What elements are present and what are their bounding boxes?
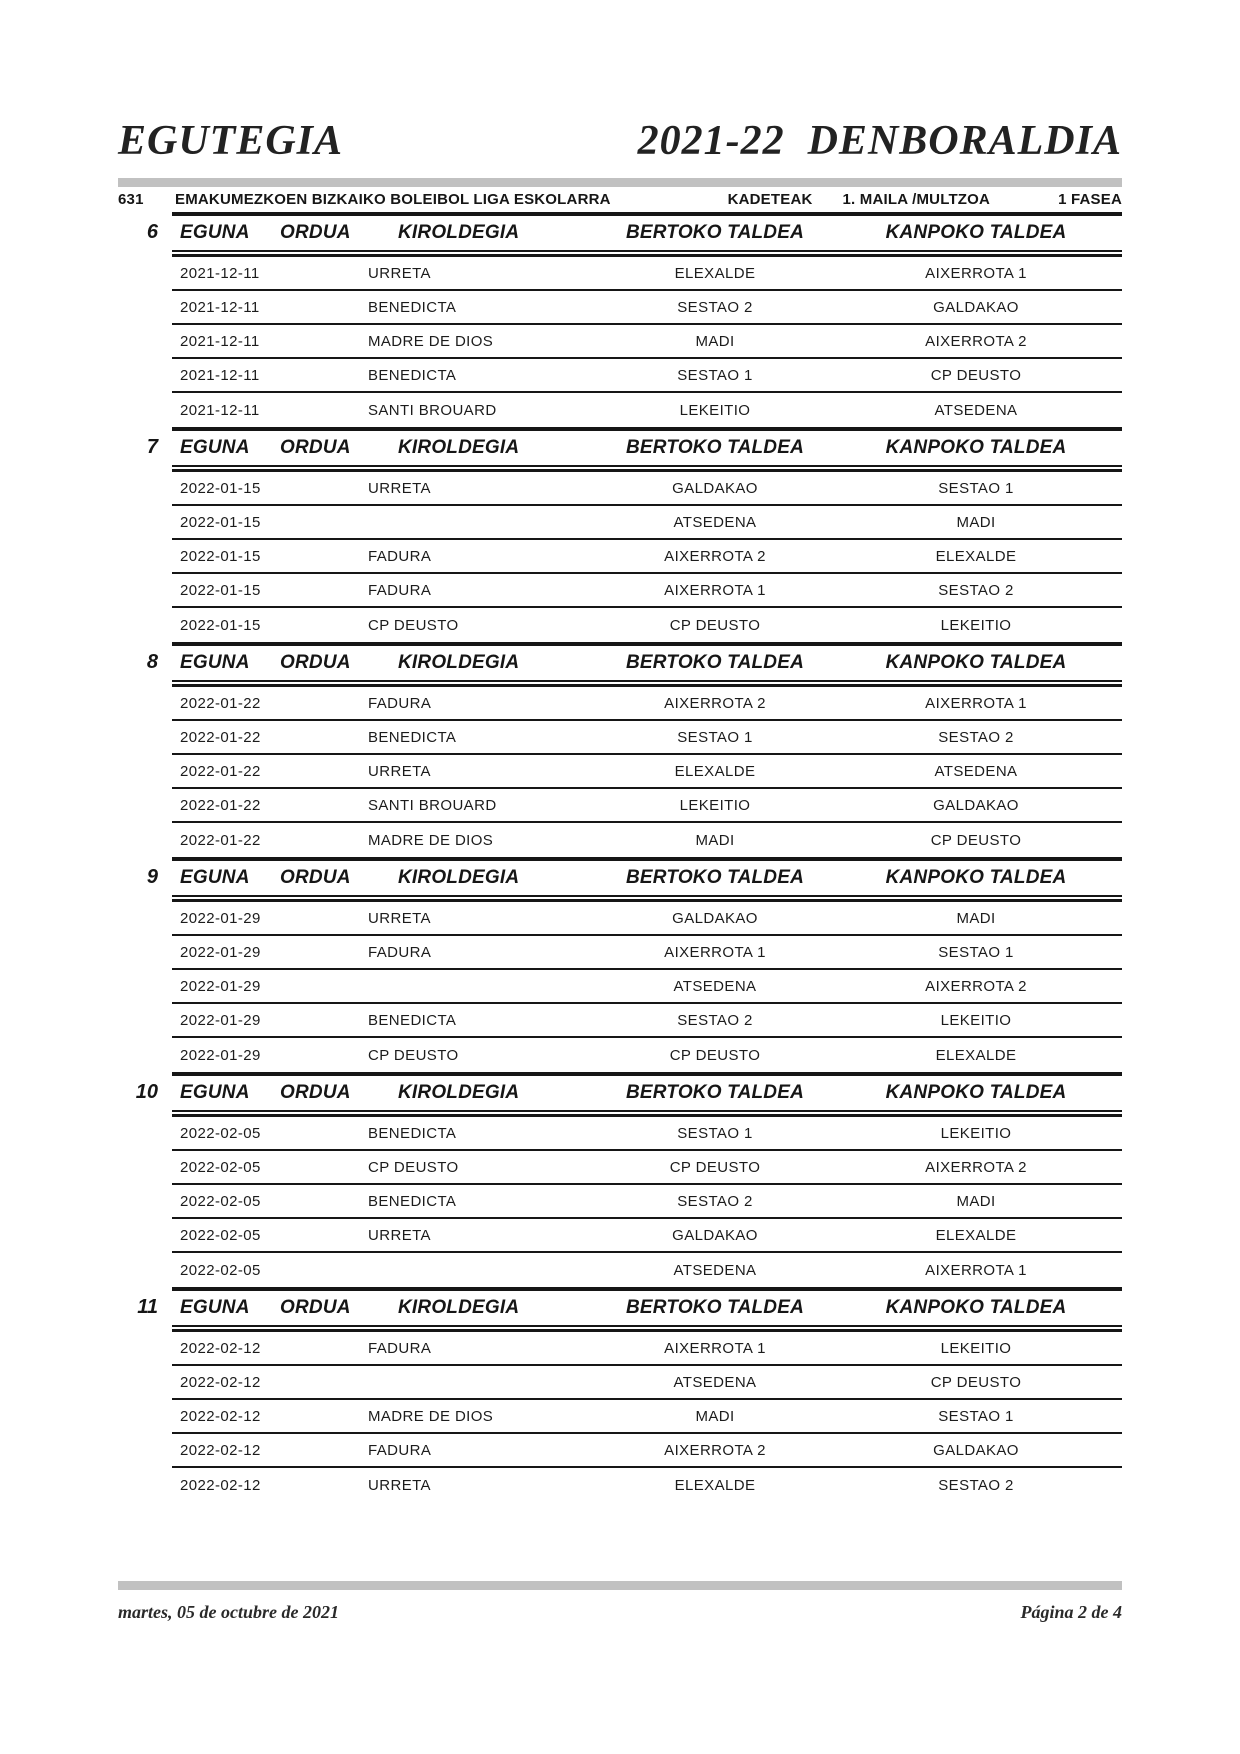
match-away-team: AIXERROTA 1	[925, 694, 1027, 712]
round-number: 6	[146, 221, 158, 243]
match-venue: MADRE DE DIOS	[368, 831, 494, 849]
round-number: 10	[135, 1081, 158, 1103]
round-number: 11	[137, 1296, 158, 1318]
match-away-team: CP DEUSTO	[930, 366, 1022, 384]
match-row	[172, 1434, 1122, 1468]
round-section	[118, 1287, 1122, 1502]
match-away-team: LEKEITIO	[940, 1339, 1012, 1357]
match-home-team: SESTAO 2	[677, 1192, 753, 1210]
match-home-team: SESTAO 2	[677, 1011, 753, 1029]
column-header-kiroldegia: KIROLDEGIA	[398, 1082, 520, 1103]
column-header-kiroldegia: KIROLDEGIA	[398, 222, 520, 243]
match-away-team: SESTAO 2	[938, 728, 1014, 746]
match-date: 2022-02-12	[180, 1476, 261, 1494]
match-row	[172, 1400, 1122, 1434]
round-section	[118, 427, 1122, 642]
match-home-team: AIXERROTA 1	[664, 943, 766, 961]
column-header-kanpoko: KANPOKO TALDEA	[885, 1297, 1067, 1318]
round-section	[118, 1072, 1122, 1287]
match-row	[172, 257, 1122, 291]
column-header-eguna: EGUNA	[180, 1297, 250, 1318]
match-row	[172, 1219, 1122, 1253]
match-venue: FADURA	[368, 694, 432, 712]
match-venue: URRETA	[368, 264, 431, 282]
match-venue: FADURA	[368, 1339, 432, 1357]
match-away-team: LEKEITIO	[940, 1124, 1012, 1142]
column-header-bertoko: BERTOKO TALDEA	[625, 1297, 805, 1318]
match-home-team: AIXERROTA 1	[664, 581, 766, 599]
match-row	[172, 291, 1122, 325]
footer	[118, 1602, 1122, 1623]
match-rows	[172, 902, 1122, 1072]
match-venue: CP DEUSTO	[368, 616, 459, 634]
table-header-row	[172, 1287, 1122, 1325]
match-rows	[172, 1117, 1122, 1287]
match-away-team: ELEXALDE	[935, 1226, 1017, 1244]
match-venue: CP DEUSTO	[368, 1046, 459, 1064]
print-date: martes, 05 de octubre de 2021	[118, 1602, 339, 1622]
column-header-eguna: EGUNA	[180, 1082, 250, 1103]
match-away-team: LEKEITIO	[940, 1011, 1012, 1029]
column-header-ordua: ORDUA	[280, 1082, 351, 1103]
group-label: 1. MAILA /MULTZOA	[842, 191, 991, 208]
match-venue: URRETA	[368, 479, 431, 497]
match-home-team: AIXERROTA 2	[664, 1441, 766, 1459]
match-date: 2022-01-29	[180, 1046, 261, 1064]
header-double-rule	[172, 250, 1122, 257]
match-away-team: MADI	[956, 1192, 996, 1210]
match-venue: BENEDICTA	[368, 298, 457, 316]
match-row	[172, 902, 1122, 936]
match-home-team: LEKEITIO	[679, 796, 751, 814]
match-date: 2022-01-22	[180, 694, 261, 712]
match-row	[172, 608, 1122, 642]
match-row	[172, 1332, 1122, 1366]
match-date: 2021-12-11	[180, 401, 260, 419]
column-header-kanpoko: KANPOKO TALDEA	[885, 222, 1067, 243]
match-row	[172, 1253, 1122, 1287]
match-away-team: GALDAKAO	[933, 298, 1019, 316]
match-away-team: AIXERROTA 1	[925, 1261, 1027, 1279]
match-away-team: ELEXALDE	[935, 547, 1017, 565]
header-double-rule	[172, 465, 1122, 472]
column-header-kanpoko: KANPOKO TALDEA	[885, 652, 1067, 673]
match-home-team: AIXERROTA 2	[664, 547, 766, 565]
column-header-eguna: EGUNA	[180, 652, 250, 673]
match-date: 2022-01-15	[180, 479, 261, 497]
match-row	[172, 540, 1122, 574]
match-date: 2022-02-12	[180, 1373, 261, 1391]
match-date: 2022-02-05	[180, 1158, 261, 1176]
match-date: 2022-01-22	[180, 831, 261, 849]
column-header-bertoko: BERTOKO TALDEA	[625, 1082, 805, 1103]
column-header-bertoko: BERTOKO TALDEA	[625, 652, 805, 673]
round-number: 8	[146, 651, 158, 673]
column-header-ordua: ORDUA	[280, 867, 351, 888]
match-venue: FADURA	[368, 1441, 432, 1459]
round-table	[172, 427, 1122, 642]
match-date: 2022-01-29	[180, 943, 261, 961]
match-row	[172, 506, 1122, 540]
match-away-team: GALDAKAO	[933, 796, 1019, 814]
column-header-ordua: ORDUA	[280, 652, 351, 673]
match-away-team: GALDAKAO	[933, 1441, 1019, 1459]
match-home-team: MADI	[695, 1407, 735, 1425]
match-date: 2022-01-15	[180, 581, 261, 599]
match-home-team: SESTAO 1	[677, 1124, 753, 1142]
match-home-team: ATSEDENA	[673, 977, 757, 995]
match-home-team: AIXERROTA 2	[664, 694, 766, 712]
header-double-rule	[172, 680, 1122, 687]
match-away-team: CP DEUSTO	[930, 831, 1022, 849]
match-home-team: GALDAKAO	[672, 479, 758, 497]
column-header-bertoko: BERTOKO TALDEA	[625, 867, 805, 888]
match-date: 2022-02-05	[180, 1192, 261, 1210]
column-header-kanpoko: KANPOKO TALDEA	[885, 1082, 1067, 1103]
match-away-team: SESTAO 2	[938, 1476, 1014, 1494]
league-name: EMAKUMEZKOEN BIZKAIKO BOLEIBOL LIGA ESKOLARRA	[175, 191, 611, 208]
column-header-bertoko: BERTOKO TALDEA	[625, 437, 805, 458]
table-header-row	[172, 642, 1122, 680]
match-row	[172, 393, 1122, 427]
column-header-kanpoko: KANPOKO TALDEA	[885, 867, 1067, 888]
match-row	[172, 1117, 1122, 1151]
round-table	[172, 1287, 1122, 1502]
round-table	[172, 1072, 1122, 1287]
masthead	[118, 118, 1122, 164]
match-venue: FADURA	[368, 943, 432, 961]
match-away-team: ELEXALDE	[935, 1046, 1017, 1064]
match-row	[172, 472, 1122, 506]
match-away-team: SESTAO 1	[938, 1407, 1014, 1425]
match-date: 2022-01-29	[180, 977, 261, 995]
competition-info-line	[118, 189, 1122, 210]
table-header-row	[172, 1072, 1122, 1110]
match-date: 2022-02-05	[180, 1226, 261, 1244]
round-section	[118, 642, 1122, 857]
round-section	[118, 857, 1122, 1072]
match-venue: URRETA	[368, 1476, 431, 1494]
match-date: 2022-02-05	[180, 1124, 261, 1142]
page-title: EGUTEGIA	[118, 118, 344, 164]
match-date: 2021-12-11	[180, 298, 260, 316]
match-date: 2022-02-12	[180, 1441, 261, 1459]
match-row	[172, 574, 1122, 608]
round-number: 7	[146, 436, 158, 458]
match-date: 2022-01-15	[180, 547, 261, 565]
phase-label: 1 FASEA	[1058, 191, 1122, 208]
column-header-ordua: ORDUA	[280, 1297, 351, 1318]
match-date: 2022-01-22	[180, 762, 261, 780]
column-header-kanpoko: KANPOKO TALDEA	[885, 437, 1067, 458]
table-header-row	[172, 212, 1122, 250]
match-date: 2022-02-05	[180, 1261, 261, 1279]
column-header-kiroldegia: KIROLDEGIA	[398, 867, 520, 888]
match-venue: URRETA	[368, 909, 431, 927]
match-away-team: LEKEITIO	[940, 616, 1012, 634]
match-away-team: MADI	[956, 513, 996, 531]
match-row	[172, 970, 1122, 1004]
match-away-team: ATSEDENA	[934, 762, 1018, 780]
column-header-ordua: ORDUA	[280, 437, 351, 458]
match-row	[172, 1185, 1122, 1219]
match-row	[172, 789, 1122, 823]
match-away-team: CP DEUSTO	[930, 1373, 1022, 1391]
match-home-team: ELEXALDE	[674, 762, 756, 780]
match-home-team: MADI	[695, 332, 735, 350]
match-home-team: AIXERROTA 1	[664, 1339, 766, 1357]
match-away-team: SESTAO 1	[938, 479, 1014, 497]
match-date: 2022-01-22	[180, 796, 261, 814]
match-venue: BENEDICTA	[368, 728, 457, 746]
match-home-team: ELEXALDE	[674, 1476, 756, 1494]
match-home-team: ATSEDENA	[673, 513, 757, 531]
round-table	[172, 212, 1122, 427]
match-away-team: SESTAO 1	[938, 943, 1014, 961]
match-venue: URRETA	[368, 1226, 431, 1244]
match-venue: BENEDICTA	[368, 366, 457, 384]
match-row	[172, 936, 1122, 970]
match-venue: URRETA	[368, 762, 431, 780]
match-home-team: CP DEUSTO	[669, 616, 761, 634]
round-table	[172, 857, 1122, 1072]
match-home-team: ATSEDENA	[673, 1373, 757, 1391]
match-rows	[172, 687, 1122, 857]
match-venue: FADURA	[368, 547, 432, 565]
competition-code: 631	[118, 191, 144, 208]
column-header-kiroldegia: KIROLDEGIA	[398, 1297, 520, 1318]
match-rows	[172, 472, 1122, 642]
column-header-kiroldegia: KIROLDEGIA	[398, 652, 520, 673]
match-venue: BENEDICTA	[368, 1124, 457, 1142]
match-home-team: SESTAO 1	[677, 728, 753, 746]
match-venue: BENEDICTA	[368, 1192, 457, 1210]
match-date: 2022-01-15	[180, 616, 261, 634]
match-away-team: SESTAO 2	[938, 581, 1014, 599]
column-header-eguna: EGUNA	[180, 867, 250, 888]
category-label: KADETEAK	[727, 191, 813, 208]
match-date: 2021-12-11	[180, 332, 260, 350]
match-venue: SANTI BROUARD	[368, 796, 497, 814]
match-away-team: ATSEDENA	[934, 401, 1018, 419]
header-double-rule	[172, 895, 1122, 902]
column-header-bertoko: BERTOKO TALDEA	[625, 222, 805, 243]
match-venue: CP DEUSTO	[368, 1158, 459, 1176]
round-table	[172, 642, 1122, 857]
match-row	[172, 1038, 1122, 1072]
match-date: 2022-02-12	[180, 1407, 261, 1425]
match-row	[172, 359, 1122, 393]
footer-divider-bar	[118, 1581, 1122, 1590]
round-number: 9	[146, 866, 158, 888]
match-rows	[172, 257, 1122, 427]
match-home-team: CP DEUSTO	[669, 1046, 761, 1064]
header-double-rule	[172, 1325, 1122, 1332]
match-venue: BENEDICTA	[368, 1011, 457, 1029]
match-row	[172, 325, 1122, 359]
match-venue: MADRE DE DIOS	[368, 332, 494, 350]
column-header-kiroldegia: KIROLDEGIA	[398, 437, 520, 458]
match-away-team: AIXERROTA 2	[925, 977, 1027, 995]
match-row	[172, 755, 1122, 789]
column-header-eguna: EGUNA	[180, 222, 250, 243]
match-date: 2022-01-29	[180, 1011, 261, 1029]
match-date: 2022-01-29	[180, 909, 261, 927]
season-title: 2021-22 DENBORALDIA	[637, 118, 1122, 164]
match-home-team: MADI	[695, 831, 735, 849]
match-venue: SANTI BROUARD	[368, 401, 497, 419]
match-date: 2021-12-11	[180, 264, 260, 282]
match-home-team: GALDAKAO	[672, 909, 758, 927]
match-home-team: LEKEITIO	[679, 401, 751, 419]
match-row	[172, 1151, 1122, 1185]
match-date: 2021-12-11	[180, 366, 260, 384]
match-home-team: SESTAO 2	[677, 298, 753, 316]
match-row	[172, 1468, 1122, 1502]
match-venue: FADURA	[368, 581, 432, 599]
match-row	[172, 1004, 1122, 1038]
header-double-rule	[172, 1110, 1122, 1117]
match-home-team: SESTAO 1	[677, 366, 753, 384]
match-home-team: GALDAKAO	[672, 1226, 758, 1244]
column-header-ordua: ORDUA	[280, 222, 351, 243]
rounds-container	[118, 212, 1122, 1502]
page-number: Página 2 de 4	[1020, 1602, 1122, 1622]
match-away-team: MADI	[956, 909, 996, 927]
match-date: 2022-01-15	[180, 513, 261, 531]
match-home-team: ELEXALDE	[674, 264, 756, 282]
match-date: 2022-02-12	[180, 1339, 261, 1357]
match-row	[172, 687, 1122, 721]
column-header-eguna: EGUNA	[180, 437, 250, 458]
table-header-row	[172, 857, 1122, 895]
match-row	[172, 823, 1122, 857]
match-date: 2022-01-22	[180, 728, 261, 746]
match-row	[172, 1366, 1122, 1400]
match-row	[172, 721, 1122, 755]
match-home-team: CP DEUSTO	[669, 1158, 761, 1176]
table-header-row	[172, 427, 1122, 465]
round-section	[118, 212, 1122, 427]
match-venue: MADRE DE DIOS	[368, 1407, 494, 1425]
match-home-team: ATSEDENA	[673, 1261, 757, 1279]
match-away-team: AIXERROTA 2	[925, 1158, 1027, 1176]
match-away-team: AIXERROTA 2	[925, 332, 1027, 350]
match-rows	[172, 1332, 1122, 1502]
match-away-team: AIXERROTA 1	[925, 264, 1027, 282]
header-divider-bar	[118, 178, 1122, 187]
